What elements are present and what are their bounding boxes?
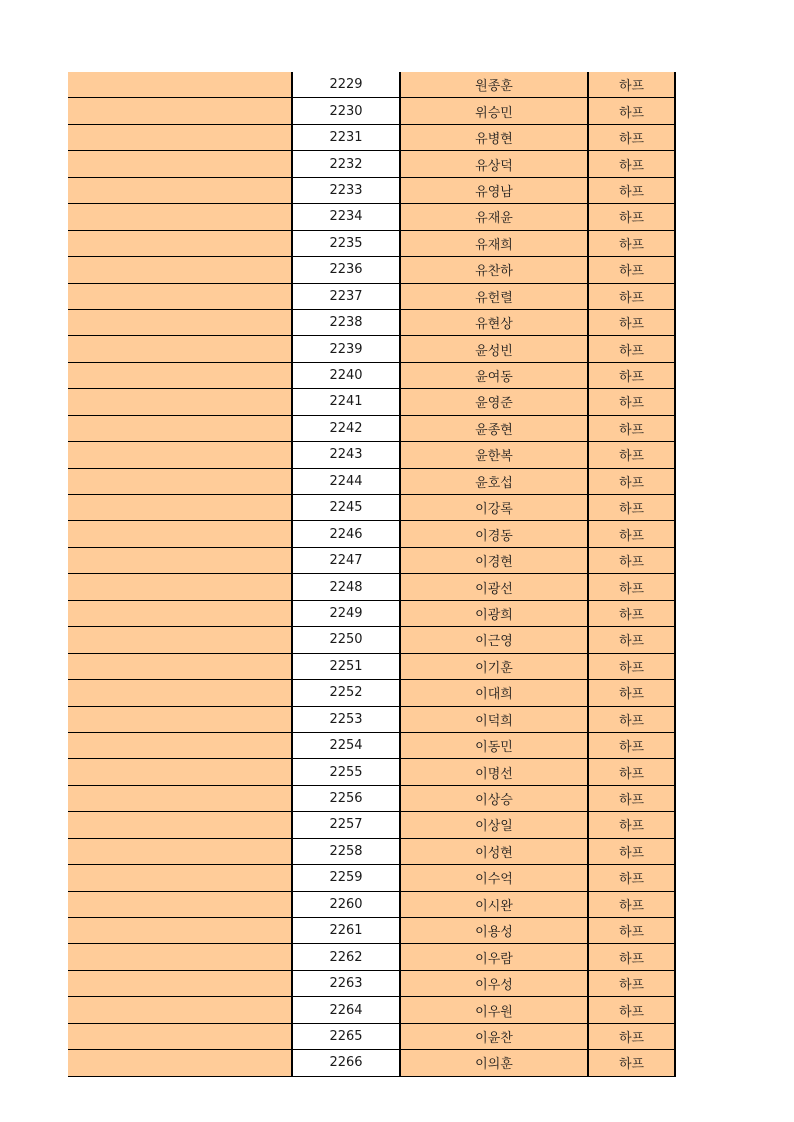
course-cell: 하프 <box>588 204 675 230</box>
runner-name-cell: 이수억 <box>400 865 588 891</box>
blank-cell <box>68 706 292 732</box>
bib-number-cell: 2256 <box>292 785 400 811</box>
bib-number-cell: 2251 <box>292 653 400 679</box>
runner-name-cell: 이시완 <box>400 891 588 917</box>
blank-cell <box>68 177 292 203</box>
runner-name-cell: 이성현 <box>400 838 588 864</box>
blank-cell <box>68 230 292 256</box>
table-row <box>68 521 675 547</box>
blank-cell <box>68 865 292 891</box>
bib-number-cell: 2262 <box>292 944 400 970</box>
blank-cell <box>68 309 292 335</box>
course-cell: 하프 <box>588 970 675 996</box>
bib-number-cell: 2252 <box>292 680 400 706</box>
blank-cell <box>68 600 292 626</box>
bib-number-cell: 2248 <box>292 574 400 600</box>
runner-name-cell: 원종훈 <box>400 72 588 98</box>
course-cell: 하프 <box>588 336 675 362</box>
course-cell: 하프 <box>588 706 675 732</box>
bib-number-cell: 2265 <box>292 1023 400 1049</box>
blank-cell <box>68 1050 292 1076</box>
runner-name-cell: 유병현 <box>400 124 588 150</box>
runner-name-cell: 유상덕 <box>400 151 588 177</box>
table-row <box>68 362 675 388</box>
course-cell: 하프 <box>588 547 675 573</box>
runner-name-cell: 이기훈 <box>400 653 588 679</box>
blank-cell <box>68 124 292 150</box>
runner-name-cell: 이의훈 <box>400 1050 588 1076</box>
course-cell: 하프 <box>588 230 675 256</box>
table-row <box>68 442 675 468</box>
bib-number-cell: 2255 <box>292 759 400 785</box>
course-cell: 하프 <box>588 389 675 415</box>
table-row <box>68 151 675 177</box>
bib-number-cell: 2234 <box>292 204 400 230</box>
bib-number-cell: 2244 <box>292 468 400 494</box>
bib-number-cell: 2260 <box>292 891 400 917</box>
blank-cell <box>68 204 292 230</box>
bib-number-cell: 2259 <box>292 865 400 891</box>
blank-cell <box>68 72 292 98</box>
table-row <box>68 812 675 838</box>
table-row <box>68 124 675 150</box>
runner-name-cell: 윤성빈 <box>400 336 588 362</box>
table-row <box>68 1023 675 1049</box>
course-cell: 하프 <box>588 997 675 1023</box>
course-cell: 하프 <box>588 574 675 600</box>
blank-cell <box>68 283 292 309</box>
table-row <box>68 600 675 626</box>
blank-cell <box>68 970 292 996</box>
bib-number-cell: 2266 <box>292 1050 400 1076</box>
course-cell: 하프 <box>588 124 675 150</box>
course-cell: 하프 <box>588 1023 675 1049</box>
course-cell: 하프 <box>588 785 675 811</box>
table-row <box>68 970 675 996</box>
blank-cell <box>68 1023 292 1049</box>
runner-name-cell: 이경동 <box>400 521 588 547</box>
table-row <box>68 627 675 653</box>
course-cell: 하프 <box>588 1050 675 1076</box>
table-row <box>68 177 675 203</box>
course-cell: 하프 <box>588 891 675 917</box>
runner-name-cell: 유재희 <box>400 230 588 256</box>
runner-name-cell: 이강록 <box>400 495 588 521</box>
bib-number-cell: 2253 <box>292 706 400 732</box>
bib-number-cell: 2254 <box>292 732 400 758</box>
course-cell: 하프 <box>588 98 675 124</box>
table-row <box>68 283 675 309</box>
blank-cell <box>68 812 292 838</box>
course-cell: 하프 <box>588 732 675 758</box>
bib-number-cell: 2242 <box>292 415 400 441</box>
course-cell: 하프 <box>588 812 675 838</box>
bib-number-cell: 2230 <box>292 98 400 124</box>
table-row <box>68 72 675 98</box>
bib-number-cell: 2264 <box>292 997 400 1023</box>
table-row <box>68 309 675 335</box>
course-cell: 하프 <box>588 653 675 679</box>
runner-name-cell: 유현상 <box>400 309 588 335</box>
course-cell: 하프 <box>588 283 675 309</box>
blank-cell <box>68 918 292 944</box>
table-row <box>68 732 675 758</box>
bib-number-cell: 2263 <box>292 970 400 996</box>
bib-number-cell: 2238 <box>292 309 400 335</box>
course-cell: 하프 <box>588 151 675 177</box>
course-cell: 하프 <box>588 600 675 626</box>
participant-table-body <box>68 72 675 1076</box>
table-row <box>68 680 675 706</box>
course-cell: 하프 <box>588 442 675 468</box>
bib-number-cell: 2240 <box>292 362 400 388</box>
table-row <box>68 1050 675 1076</box>
table-row <box>68 547 675 573</box>
blank-cell <box>68 336 292 362</box>
table-row <box>68 653 675 679</box>
bib-number-cell: 2241 <box>292 389 400 415</box>
bib-number-cell: 2233 <box>292 177 400 203</box>
runner-name-cell: 이광희 <box>400 600 588 626</box>
table-row <box>68 838 675 864</box>
table-row <box>68 706 675 732</box>
runner-name-cell: 유재윤 <box>400 204 588 230</box>
table-row <box>68 230 675 256</box>
runner-name-cell: 이우원 <box>400 997 588 1023</box>
blank-cell <box>68 759 292 785</box>
course-cell: 하프 <box>588 177 675 203</box>
blank-cell <box>68 785 292 811</box>
blank-cell <box>68 415 292 441</box>
runner-name-cell: 이상승 <box>400 785 588 811</box>
runner-name-cell: 윤종현 <box>400 415 588 441</box>
bib-number-cell: 2236 <box>292 257 400 283</box>
runner-name-cell: 이윤찬 <box>400 1023 588 1049</box>
runner-name-cell: 이명선 <box>400 759 588 785</box>
blank-cell <box>68 547 292 573</box>
bib-number-cell: 2232 <box>292 151 400 177</box>
runner-name-cell: 이용성 <box>400 918 588 944</box>
course-cell: 하프 <box>588 838 675 864</box>
table-row <box>68 891 675 917</box>
table-row <box>68 204 675 230</box>
course-cell: 하프 <box>588 944 675 970</box>
blank-cell <box>68 997 292 1023</box>
table-row <box>68 759 675 785</box>
runner-name-cell: 유찬하 <box>400 257 588 283</box>
course-cell: 하프 <box>588 865 675 891</box>
runner-name-cell: 윤한복 <box>400 442 588 468</box>
course-cell: 하프 <box>588 72 675 98</box>
runner-name-cell: 윤여동 <box>400 362 588 388</box>
runner-name-cell: 이우성 <box>400 970 588 996</box>
bib-number-cell: 2249 <box>292 600 400 626</box>
participant-table <box>68 72 676 1077</box>
course-cell: 하프 <box>588 521 675 547</box>
table-row <box>68 918 675 944</box>
blank-cell <box>68 838 292 864</box>
table-row <box>68 336 675 362</box>
blank-cell <box>68 891 292 917</box>
bib-number-cell: 2246 <box>292 521 400 547</box>
blank-cell <box>68 98 292 124</box>
course-cell: 하프 <box>588 627 675 653</box>
course-cell: 하프 <box>588 309 675 335</box>
course-cell: 하프 <box>588 759 675 785</box>
runner-name-cell: 이동민 <box>400 732 588 758</box>
table-row <box>68 389 675 415</box>
runner-name-cell: 이대희 <box>400 680 588 706</box>
table-row <box>68 495 675 521</box>
bib-number-cell: 2247 <box>292 547 400 573</box>
bib-number-cell: 2229 <box>292 72 400 98</box>
table-row <box>68 468 675 494</box>
blank-cell <box>68 495 292 521</box>
bib-number-cell: 2250 <box>292 627 400 653</box>
bib-number-cell: 2237 <box>292 283 400 309</box>
table-row <box>68 865 675 891</box>
course-cell: 하프 <box>588 918 675 944</box>
table-row <box>68 997 675 1023</box>
bib-number-cell: 2261 <box>292 918 400 944</box>
runner-name-cell: 이근영 <box>400 627 588 653</box>
blank-cell <box>68 389 292 415</box>
table-row <box>68 415 675 441</box>
blank-cell <box>68 574 292 600</box>
blank-cell <box>68 653 292 679</box>
bib-number-cell: 2245 <box>292 495 400 521</box>
blank-cell <box>68 257 292 283</box>
bib-number-cell: 2231 <box>292 124 400 150</box>
course-cell: 하프 <box>588 468 675 494</box>
bib-number-cell: 2235 <box>292 230 400 256</box>
course-cell: 하프 <box>588 362 675 388</box>
table-row <box>68 574 675 600</box>
blank-cell <box>68 468 292 494</box>
course-cell: 하프 <box>588 680 675 706</box>
blank-cell <box>68 151 292 177</box>
course-cell: 하프 <box>588 415 675 441</box>
runner-name-cell: 이우람 <box>400 944 588 970</box>
blank-cell <box>68 627 292 653</box>
blank-cell <box>68 442 292 468</box>
runner-name-cell: 유영남 <box>400 177 588 203</box>
blank-cell <box>68 521 292 547</box>
table-row <box>68 944 675 970</box>
blank-cell <box>68 732 292 758</box>
table-row <box>68 785 675 811</box>
table-row <box>68 98 675 124</box>
bib-number-cell: 2258 <box>292 838 400 864</box>
blank-cell <box>68 944 292 970</box>
course-cell: 하프 <box>588 257 675 283</box>
runner-name-cell: 이상일 <box>400 812 588 838</box>
blank-cell <box>68 362 292 388</box>
runner-name-cell: 이경현 <box>400 547 588 573</box>
table-row <box>68 257 675 283</box>
bib-number-cell: 2239 <box>292 336 400 362</box>
course-cell: 하프 <box>588 495 675 521</box>
bib-number-cell: 2257 <box>292 812 400 838</box>
runner-name-cell: 이덕희 <box>400 706 588 732</box>
runner-name-cell: 유헌렬 <box>400 283 588 309</box>
bib-number-cell: 2243 <box>292 442 400 468</box>
runner-name-cell: 위승민 <box>400 98 588 124</box>
runner-name-cell: 윤호섭 <box>400 468 588 494</box>
blank-cell <box>68 680 292 706</box>
runner-name-cell: 이광선 <box>400 574 588 600</box>
runner-name-cell: 윤영준 <box>400 389 588 415</box>
